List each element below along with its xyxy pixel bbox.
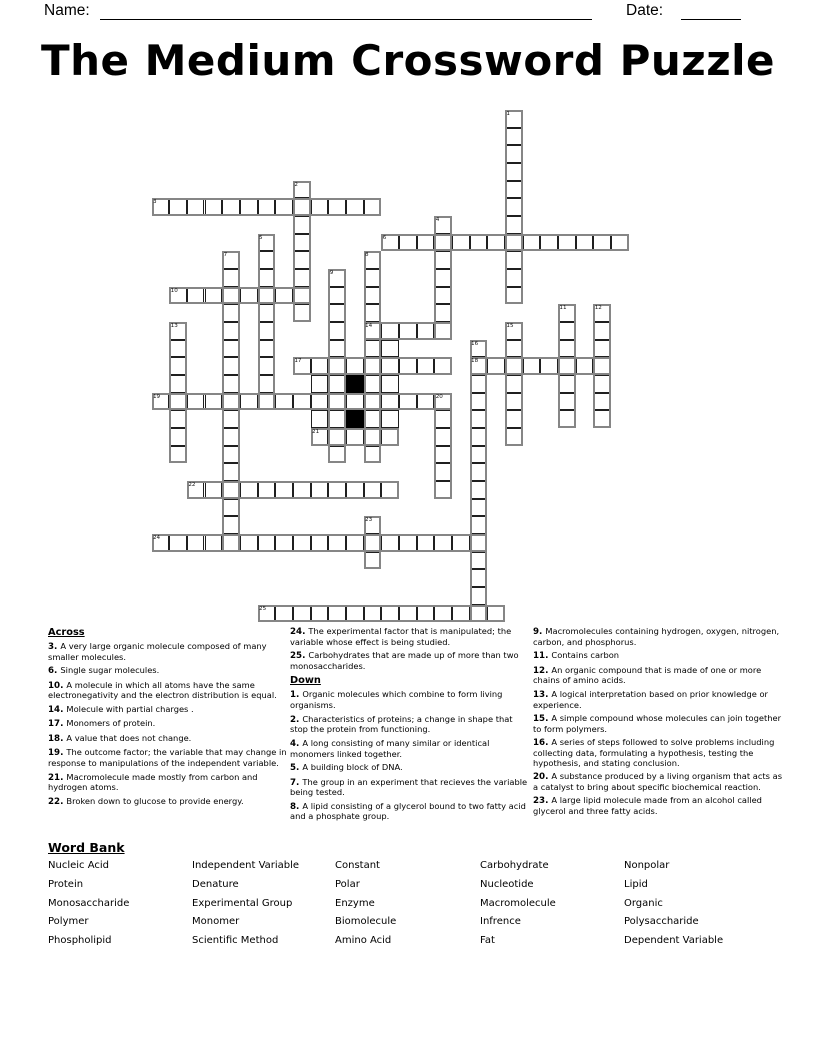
clue-number: 1 bbox=[506, 111, 510, 117]
clue-number: 18 bbox=[471, 358, 479, 365]
clue-number: 4 bbox=[435, 217, 440, 224]
word-bank-item: Denature bbox=[192, 878, 239, 890]
word-bank-item: Polymer bbox=[48, 916, 89, 928]
clue-item bbox=[533, 627, 783, 647]
clue-item bbox=[290, 627, 530, 647]
clue-list-heading: Across bbox=[48, 627, 85, 638]
clue-item-text: Macromolecules containing hydrogen, oxygen, nitrogen, carbon, and phosphorus. bbox=[533, 626, 780, 647]
word-outline bbox=[328, 269, 346, 463]
clue-number: 8 bbox=[365, 252, 369, 259]
clue-number: 13 bbox=[170, 323, 178, 330]
clue-item-number: 14. bbox=[48, 704, 67, 715]
clue-item bbox=[48, 797, 288, 808]
clue-number: 16 bbox=[471, 340, 479, 347]
clue-item-number: 17. bbox=[48, 719, 67, 730]
clue-number: 3 bbox=[153, 199, 157, 206]
clue-item bbox=[48, 773, 288, 793]
word-bank-item: Enzyme bbox=[335, 897, 375, 909]
word-bank-item: Independent Variable bbox=[192, 860, 300, 871]
clue-number: 15 bbox=[506, 323, 514, 330]
clue-item-number: 6. bbox=[48, 666, 61, 677]
clue-number: 2 bbox=[294, 181, 298, 188]
clue-column-3 bbox=[533, 627, 783, 821]
clue-item bbox=[290, 763, 530, 774]
clue-number: 23 bbox=[365, 517, 373, 524]
clue-item-number: 19. bbox=[48, 748, 67, 759]
word-outline bbox=[258, 605, 505, 623]
clue-item-number: 5. bbox=[290, 763, 303, 774]
word-bank-item: Polysaccharide bbox=[624, 916, 699, 928]
clue-item-text: A large lipid molecule made from an alcohol called glycerol and three fatty acids. bbox=[533, 795, 762, 817]
clue-item bbox=[290, 715, 530, 735]
word-outline bbox=[293, 181, 311, 322]
word-bank-item: Fat bbox=[480, 935, 495, 947]
word-bank-column bbox=[624, 857, 723, 951]
word-outline bbox=[258, 234, 276, 411]
clue-item-text: A very large organic molecule composed of many smaller molecules. bbox=[48, 641, 267, 662]
word-bank-item: Biomolecule bbox=[335, 916, 397, 928]
page-title: The Medium Crossword Puzzle bbox=[40, 36, 776, 85]
word-bank-heading: Word Bank bbox=[48, 840, 125, 855]
grid-cell bbox=[381, 340, 399, 358]
clue-number: 12 bbox=[594, 305, 602, 312]
clue-number: 22 bbox=[188, 482, 196, 489]
word-bank-item: Amino Acid bbox=[335, 935, 392, 947]
clue-number: 24 bbox=[153, 535, 161, 542]
clue-item-text: Organic molecules which combine to form living organisms. bbox=[290, 689, 503, 711]
clue-item-text: Contains carbon bbox=[551, 650, 620, 661]
clue-item-text: Broken down to glucose to provide energy. bbox=[66, 795, 244, 806]
clue-item-text: Monomers of protein. bbox=[66, 718, 156, 729]
word-bank-column bbox=[192, 857, 299, 951]
word-bank-item: Nonpolar bbox=[624, 860, 670, 871]
clue-item-text: A simple compound whose molecules can join together to form polymers. bbox=[533, 713, 782, 734]
word-outline bbox=[505, 110, 523, 304]
clue-number: 21 bbox=[312, 429, 320, 436]
clue-number: 20 bbox=[435, 393, 443, 400]
clue-item-number: 24. bbox=[290, 627, 309, 637]
clue-item-number: 1. bbox=[290, 690, 303, 701]
word-outline bbox=[470, 357, 611, 375]
clue-item bbox=[533, 796, 783, 816]
clue-item-text: A substance produced by a living organism that acts as a catalyst to bring about specific biochemical reaction. bbox=[533, 771, 783, 792]
clue-item bbox=[533, 772, 783, 792]
word-bank-item: Macromolecule bbox=[480, 897, 556, 909]
clue-item bbox=[48, 734, 288, 745]
clue-item-number: 10. bbox=[48, 680, 67, 691]
word-bank-item: Constant bbox=[335, 860, 380, 871]
clue-item-number: 2. bbox=[290, 714, 303, 725]
clue-number: 9 bbox=[329, 270, 334, 277]
clue-item-text: A molecule in which all atoms have the same electronegativity and the electron distribution is equal. bbox=[48, 679, 277, 701]
word-bank-item: Organic bbox=[624, 897, 663, 909]
clue-item bbox=[533, 738, 783, 768]
clue-item-number: 25. bbox=[290, 651, 309, 662]
word-bank-item: Phospholipid bbox=[48, 935, 112, 947]
word-outline bbox=[470, 340, 488, 623]
clue-item-number: 9. bbox=[533, 627, 546, 637]
clue-item bbox=[290, 778, 530, 798]
clue-item-text: Characteristics of proteins; a change in shape that stop the protein from functioning. bbox=[290, 713, 513, 735]
word-outline bbox=[169, 322, 187, 463]
clue-item-text: A building block of DNA. bbox=[302, 762, 403, 773]
clue-column-1 bbox=[48, 627, 288, 811]
clue-item-text: An organic compound that is made of one or more chains of amino acids. bbox=[533, 664, 762, 686]
clue-item-number: 7. bbox=[290, 777, 303, 788]
word-bank-column bbox=[48, 857, 129, 951]
grid-cell bbox=[381, 375, 399, 393]
clue-column-2 bbox=[290, 627, 530, 826]
clue-item-text: Macromolecule made mostly from carbon and hydrogen atoms. bbox=[48, 771, 258, 793]
name-label: Name: bbox=[44, 2, 90, 19]
clue-item-text: Single sugar molecules. bbox=[60, 665, 160, 676]
word-bank-column bbox=[480, 857, 556, 951]
clue-number: 25 bbox=[259, 605, 267, 612]
clue-item bbox=[290, 651, 530, 671]
word-bank-item: Polar bbox=[335, 878, 360, 890]
clue-item bbox=[48, 719, 288, 730]
grid-cell bbox=[381, 410, 399, 428]
clue-item bbox=[533, 714, 783, 734]
clue-item bbox=[533, 666, 783, 686]
clue-item-number: 20. bbox=[533, 772, 552, 783]
clue-item bbox=[290, 739, 530, 759]
clue-number: 19 bbox=[153, 393, 161, 400]
date-label: Date: bbox=[626, 2, 664, 19]
clue-item-number: 3. bbox=[48, 642, 61, 652]
clue-item-number: 21. bbox=[48, 772, 67, 783]
grid-cell bbox=[311, 375, 329, 393]
clue-number: 11 bbox=[559, 305, 567, 312]
clue-number: 14 bbox=[365, 323, 373, 330]
clue-item bbox=[533, 651, 783, 662]
clue-item-text: The experimental factor that is manipulated; the variable whose effect is being studied. bbox=[290, 626, 512, 647]
word-outline bbox=[152, 534, 488, 552]
clue-number: 6 bbox=[382, 234, 387, 241]
clue-item-text: A lipid consisting of a glycerol bound to two fatty acid and a phosphate group. bbox=[290, 800, 526, 822]
word-bank-item: Dependent Variable bbox=[624, 935, 724, 947]
word-bank-column bbox=[335, 857, 396, 951]
word-bank-item: Experimental Group bbox=[192, 897, 293, 909]
clue-item bbox=[48, 681, 288, 701]
clue-item-number: 16. bbox=[533, 738, 552, 749]
clue-item bbox=[290, 690, 530, 710]
clue-item-number: 4. bbox=[290, 738, 303, 749]
word-bank-item: Nucleotide bbox=[480, 878, 534, 890]
clue-item bbox=[48, 666, 288, 677]
clue-item-number: 23. bbox=[533, 796, 552, 807]
clue-item bbox=[48, 705, 288, 716]
word-bank-item: Monomer bbox=[192, 916, 240, 928]
clue-number: 7 bbox=[223, 252, 228, 259]
clue-item bbox=[533, 690, 783, 710]
clue-item-text: A value that does not change. bbox=[66, 732, 192, 743]
clue-item-text: A series of steps followed to solve problems including collecting data, formulating a hypothesis, testing the hypothesis, and stating conclusion. bbox=[533, 737, 775, 768]
clue-item-number: 13. bbox=[533, 689, 552, 700]
word-outline bbox=[152, 393, 452, 411]
clue-number: 5 bbox=[259, 234, 263, 241]
word-bank-item: Scientific Method bbox=[192, 935, 279, 947]
clue-item bbox=[290, 802, 530, 822]
word-bank-item: Lipid bbox=[624, 878, 648, 890]
word-bank-item: Nucleic Acid bbox=[48, 860, 109, 871]
word-bank-item: Monosaccharide bbox=[48, 897, 130, 909]
clue-item-number: 22. bbox=[48, 796, 67, 807]
clue-item-number: 11. bbox=[533, 651, 552, 662]
clue-item-text: The outcome factor; the variable that may change in response to manipulations of the independent variable. bbox=[48, 747, 287, 769]
clue-item-number: 8. bbox=[290, 801, 303, 812]
word-outline bbox=[222, 251, 240, 551]
word-bank-item: Carbohydrate bbox=[480, 860, 549, 871]
clue-item bbox=[48, 642, 288, 662]
clue-item-number: 15. bbox=[533, 714, 552, 725]
word-bank-item: Protein bbox=[48, 878, 84, 890]
clue-item-text: Carbohydrates that are made up of more than two monosaccharides. bbox=[290, 650, 519, 671]
word-outline bbox=[169, 287, 310, 305]
word-outline bbox=[152, 198, 382, 216]
clue-item-number: 12. bbox=[533, 665, 552, 676]
clue-item-text: The group in an experiment that recieves the variable being tested. bbox=[290, 776, 528, 798]
grid-cell bbox=[311, 410, 329, 428]
clue-item-text: A logical interpretation based on prior knowledge or experience. bbox=[533, 688, 768, 710]
word-bank-item: Infrence bbox=[480, 916, 521, 928]
clue-number: 17 bbox=[294, 358, 302, 365]
clue-item bbox=[48, 748, 288, 768]
clue-item-text: Molecule with partial charges . bbox=[66, 703, 194, 714]
clue-item-text: A long consisting of many similar or identical monomers linked together. bbox=[290, 737, 490, 759]
clue-list-heading: Down bbox=[290, 675, 321, 687]
black-cell bbox=[346, 410, 364, 428]
clue-item-number: 18. bbox=[48, 733, 67, 744]
clue-number: 10 bbox=[170, 287, 178, 294]
word-outline bbox=[364, 251, 382, 463]
word-outline bbox=[187, 481, 399, 499]
black-cell bbox=[346, 375, 364, 393]
